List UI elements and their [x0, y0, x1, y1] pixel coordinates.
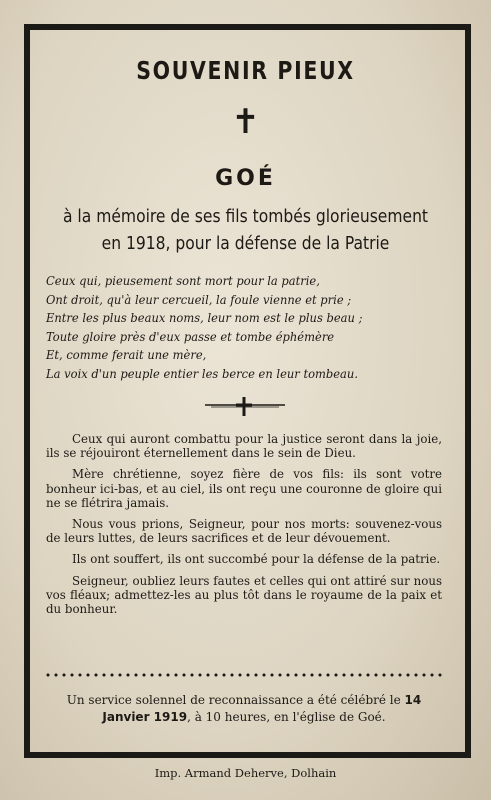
- service-text: Un service solennel de reconnaissance a été célébré le: [66, 693, 405, 707]
- poem-line: Ont droit, qu'à leur cercueil, la foule vienne et prie ;: [46, 291, 352, 307]
- prayer-paragraph: Mère chrétienne, soyez fière de vos fils: ils sont votre bonheur ici-bas, et au ciel, ils ont reçu une couronne de gloire qui ne se flétrira jamais.: [46, 467, 442, 510]
- printer-imprint: Imp. Armand Deherve, Dolhain: [154, 766, 337, 780]
- dedication-line: à la mémoire de ses fils tombés glorieusement: [62, 206, 429, 227]
- poem-line: La voix d'un peuple entier les berce en leur tombeau.: [46, 365, 358, 381]
- prayer-paragraph: Ils ont souffert, ils ont succombé pour la défense de la patrie.: [72, 552, 441, 567]
- cross-icon: ✝: [231, 102, 260, 142]
- poem-line: Ceux qui, pieusement sont mort pour la patrie,: [46, 273, 320, 288]
- poem-line: Entre les plus beaux noms, leur nom est le plus beau ;: [46, 310, 363, 326]
- poem: [46, 272, 446, 384]
- poem-line: Et, comme ferait une mère,: [46, 347, 207, 363]
- card-title: SOUVENIR PIEUX: [136, 56, 355, 85]
- dedication-line: en 1918, pour la défense de la Patrie: [101, 233, 390, 254]
- village-name: GOÉ: [215, 166, 276, 191]
- prayer-paragraph: Ceux qui auront combattu pour la justice seront dans la joie, ils se réjouiront éternellement dans le sein de Dieu.: [46, 432, 442, 461]
- prayer-paragraph: Nous vous prions, Seigneur, pour nos morts: souvenez-vous de leurs luttes, de leurs sacrifices et de leur dévouement.: [46, 517, 442, 546]
- poem-line: Toute gloire près d'eux passe et tombe éphémère: [46, 328, 335, 344]
- service-date: 14 Janvier 1919: [102, 693, 422, 724]
- prayer-paragraph: Seigneur, oubliez leurs fautes et celles qui ont attiré sur nous vos fléaux; admettez-les au plus tôt dans le royaume de la paix et du bonheur.: [46, 573, 442, 617]
- prayer-text: [46, 432, 442, 623]
- service-announcement: [46, 692, 442, 726]
- dedication: [48, 203, 443, 257]
- dotted-divider: [44, 673, 446, 677]
- cross-ornament-icon: [205, 396, 285, 416]
- service-text-end: , à 10 heures, en l'église de Goé.: [187, 710, 386, 724]
